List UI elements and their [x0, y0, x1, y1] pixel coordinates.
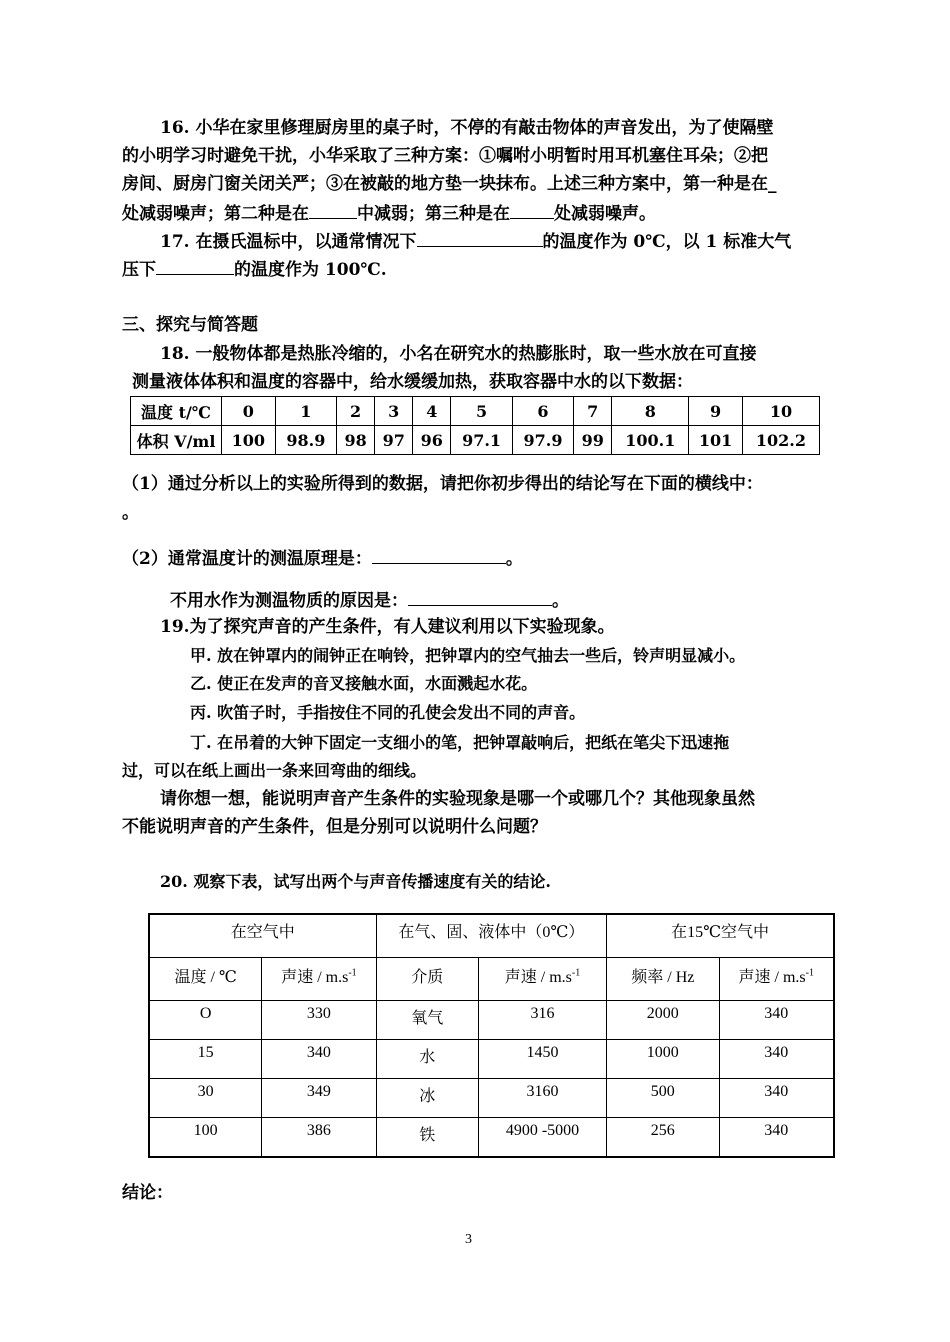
q18-sub3 — [170, 587, 569, 613]
q17-line1-a: 17. 在摄氏温标中，以通常情况下 — [160, 232, 417, 252]
table-cell: 2000 — [607, 1001, 719, 1040]
table-cell: 102.2 — [742, 426, 819, 455]
q17-line1 — [160, 228, 791, 254]
table-cell: 96 — [413, 426, 451, 455]
q18-line1: 18. 一般物体都是热胀冷缩的，小名在研究水的热膨胀时，取一些水放在可直接 — [160, 344, 757, 364]
table-cell: 98 — [337, 426, 375, 455]
table-cell: 340 — [719, 1001, 834, 1040]
table-cell: 100 — [149, 1118, 262, 1158]
table-header-row — [149, 958, 834, 1001]
q18-sub2-blank[interactable] — [372, 545, 506, 564]
col-header-medium: 介质 — [376, 958, 478, 1001]
q17-line1-b: 的温度作为 0℃，以 1 标准大气 — [542, 232, 792, 252]
q20-title: 20. 观察下表，试写出两个与声音传播速度有关的结论. — [160, 872, 551, 891]
q18-sub2-a: （2）通常温度计的测温原理是： — [122, 549, 372, 569]
table-cell: O — [149, 1001, 262, 1040]
table-cell: 1450 — [478, 1040, 606, 1079]
table-row — [149, 1079, 834, 1118]
table-cell: 97.9 — [512, 426, 573, 455]
q16-line4 — [122, 200, 656, 226]
col-header-temperature: 温度 / ℃ — [149, 958, 262, 1001]
table-cell: 3160 — [478, 1079, 606, 1118]
table-cell: 4 — [413, 397, 451, 426]
table-cell: 97.1 — [451, 426, 512, 455]
table-row — [149, 1118, 834, 1158]
col-header-speed: 声速 / $m.s^{-1}$ — [262, 958, 376, 1001]
q18-sub3-blank[interactable] — [408, 587, 552, 606]
q18-line2: 测量液体体积和温度的容器中，给水缓缓加热，获取容器中水的以下数据： — [132, 372, 693, 392]
table-header-row — [149, 914, 834, 958]
table-cell: 1 — [275, 397, 336, 426]
table-cell: 100.1 — [612, 426, 689, 455]
q18-sub1-end: 。 — [122, 503, 139, 523]
table-cell: 铁 — [376, 1118, 478, 1158]
table-cell: 6 — [512, 397, 573, 426]
q17-blank-2[interactable] — [156, 256, 234, 275]
table-cell: 100 — [222, 426, 276, 455]
table-cell: 10 — [742, 397, 819, 426]
col-header-speed: 声速 / $m.s^{-1}$ — [478, 958, 606, 1001]
table-row — [131, 397, 820, 426]
table-cell: 256 — [607, 1118, 719, 1158]
table-cell: 冰 — [376, 1079, 478, 1118]
table-row — [149, 1001, 834, 1040]
group-header-air: 在空气中 — [149, 914, 376, 958]
q18-sub2-b: 。 — [505, 549, 523, 569]
q19-item-a: 甲. 放在钟罩内的闹钟正在响铃，把钟罩内的空气抽去一些后，铃声明显减小。 — [190, 646, 746, 665]
table-cell: 99 — [574, 426, 612, 455]
table-cell: 340 — [262, 1040, 376, 1079]
table-cell: 2 — [337, 397, 375, 426]
q18-data-table — [130, 396, 820, 455]
q16-blank-3[interactable] — [510, 200, 554, 219]
table-cell: 30 — [149, 1079, 262, 1118]
q16-line2: 的小明学习时避免干扰，小华采取了三种方案：①嘱咐小明暂时用耳机塞住耳朵；②把 — [122, 146, 768, 166]
table-cell: 101 — [689, 426, 743, 455]
q19-item-b: 乙. 使正在发声的音叉接触水面，水面溅起水花。 — [190, 674, 538, 693]
table-cell: 8 — [612, 397, 689, 426]
table-cell: 5 — [451, 397, 512, 426]
q20-conclusion-label: 结论： — [122, 1183, 173, 1203]
col-header-speed: 声速 / $m.s^{-1}$ — [719, 958, 834, 1001]
table-cell: 水 — [376, 1040, 478, 1079]
q16-line3: 房间、厨房门窗关闭关严；③在被敲的地方垫一块抹布。上述三种方案中，第一种是在_ — [122, 174, 777, 194]
q18-sub1: （1）通过分析以上的实验所得到的数据，请把你初步得出的结论写在下面的横线中： — [122, 474, 763, 494]
table-cell: 4900 -5000 — [478, 1118, 606, 1158]
table-cell: 340 — [719, 1118, 834, 1158]
q16-line1: 16. 小华在家里修理厨房里的桌子时，不停的有敲击物体的声音发出，为了使隔壁 — [160, 118, 774, 138]
page-number: 3 — [465, 1232, 472, 1247]
table-cell: 386 — [262, 1118, 376, 1158]
q19-line1: 19.为了探究声音的产生条件，有人建议利用以下实验现象。 — [160, 617, 615, 637]
q19-ask2: 不能说明声音的产生条件，但是分别可以说明什么问题？ — [122, 817, 547, 837]
table-row — [131, 426, 820, 455]
q17-line2-b: 的温度作为 100℃. — [234, 260, 387, 280]
table-cell: 1000 — [607, 1040, 719, 1079]
table-cell: 97 — [375, 426, 413, 455]
section3-title: 三、探究与简答题 — [122, 315, 258, 335]
table-cell: 500 — [607, 1079, 719, 1118]
table-cell: 316 — [478, 1001, 606, 1040]
row-label-volume: 体积 V/ml — [131, 426, 222, 455]
q19-item-d2: 过，可以在纸上画出一条来回弯曲的细线。 — [122, 761, 427, 780]
q17-blank-1[interactable] — [417, 228, 543, 247]
group-header-15c-air: 在15℃空气中 — [607, 914, 834, 958]
q19-item-d1: 丁. 在吊着的大钟下固定一支细小的笔，把钟罩敲响后，把纸在笔尖下迅速拖 — [190, 733, 730, 752]
q18-sub2 — [122, 545, 523, 571]
table-cell: 98.9 — [275, 426, 336, 455]
table-cell: 9 — [689, 397, 743, 426]
table-cell: 340 — [719, 1040, 834, 1079]
table-cell: 3 — [375, 397, 413, 426]
q16-blank-2[interactable] — [309, 200, 357, 219]
table-cell: 0 — [222, 397, 276, 426]
table-cell: 15 — [149, 1040, 262, 1079]
q17-line2-a: 压下 — [122, 260, 156, 280]
q19-ask1: 请你想一想，能说明声音产生条件的实验现象是哪一个或哪几个？其他现象虽然 — [160, 789, 755, 809]
table-row — [149, 1040, 834, 1079]
q19-item-c: 丙. 吹笛子时，手指按住不同的孔使会发出不同的声音。 — [190, 703, 586, 722]
q20-sound-speed-table — [148, 913, 835, 1158]
q18-sub3-a: 不用水作为测温物质的原因是： — [170, 591, 408, 611]
q18-sub3-b: 。 — [552, 591, 569, 611]
q16-line4-c: 处减弱噪声。 — [554, 204, 656, 224]
q16-line4-a: 处减弱噪声；第二种是在 — [122, 204, 309, 224]
q16-line4-b: 中减弱；第三种是在 — [357, 204, 510, 224]
group-header-media: 在气、固、液体中（0℃） — [376, 914, 606, 958]
table-cell: 340 — [719, 1079, 834, 1118]
row-label-temperature: 温度 t/℃ — [131, 397, 222, 426]
col-header-frequency: 频率 / Hz — [607, 958, 719, 1001]
table-cell: 330 — [262, 1001, 376, 1040]
table-cell: 7 — [574, 397, 612, 426]
table-cell: 349 — [262, 1079, 376, 1118]
q17-line2 — [122, 256, 387, 282]
table-cell: 氧气 — [376, 1001, 478, 1040]
